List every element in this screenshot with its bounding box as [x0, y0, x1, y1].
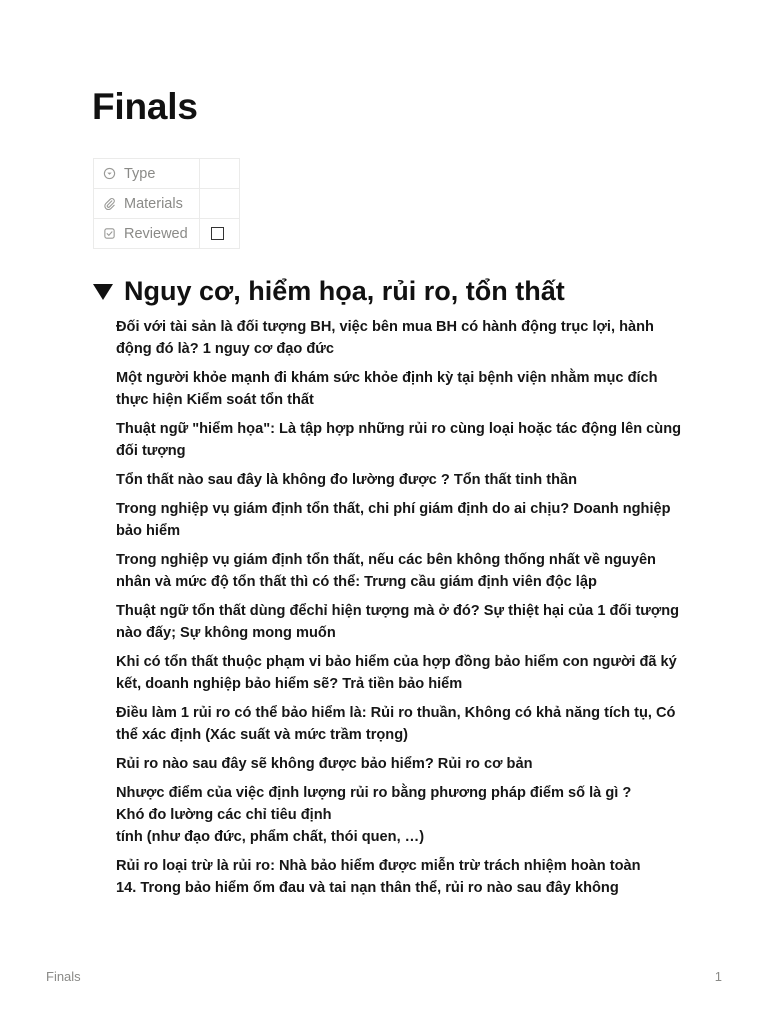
list-item: Một người khỏe mạnh đi khám sức khỏe định kỳ tại bệnh viện nhằm mục đích thực hiện Kiểm soát tổn thất: [116, 370, 658, 408]
list-item: Tổn thất nào sau đây là không đo lường được ? Tổn thất tinh thần: [116, 472, 578, 488]
list-item-line: tính (như đạo đức, phẩm chất, thói quen, …): [116, 829, 425, 845]
page-title: Finals: [92, 86, 198, 127]
section-heading-text: Nguy cơ, hiểm họa, rủi ro, tổn thất: [124, 276, 565, 306]
list-item-line: Khó đo lường các chỉ tiêu định: [116, 807, 332, 823]
list-item: Rủi ro nào sau đây sẽ không được bảo hiểm? Rủi ro cơ bản: [116, 756, 533, 772]
properties-table: [93, 158, 240, 249]
reviewed-checkbox[interactable]: [211, 227, 224, 240]
list-item: Đối với tài sản là đối tượng BH, việc bên mua BH có hành động trục lợi, hành động đó là? 1 nguy cơ đạo đức: [116, 319, 654, 357]
property-row-type[interactable]: [94, 159, 240, 189]
list-item: Khi có tổn thất thuộc phạm vi bảo hiểm của hợp đồng bảo hiểm con người đã ký kết, doanh nghiệp bảo hiểm sẽ? Trả tiền bảo hiểm: [116, 654, 677, 692]
footer-document-title: Finals: [46, 969, 81, 984]
property-label-type: Type: [124, 165, 156, 182]
paperclip-icon: [103, 197, 116, 210]
list-item: Trong nghiệp vụ giám định tổn thất, chi phí giám định do ai chịu? Doanh nghiệp bảo hiểm: [116, 501, 671, 539]
list-item: [116, 782, 686, 848]
property-row-reviewed[interactable]: [94, 219, 240, 249]
section-heading: [92, 276, 565, 307]
footer-page-number: 1: [714, 969, 722, 984]
list-item: Thuật ngữ tổn thất dùng đểchỉ hiện tượng mà ở đó? Sự thiệt hại của 1 đối tượng nào đấy; Sự không mong muốn: [116, 603, 680, 641]
property-value-type[interactable]: [200, 159, 240, 189]
property-label-reviewed: Reviewed: [124, 225, 188, 242]
checkbox-icon: [103, 227, 116, 240]
list-item: Thuật ngữ "hiểm họa": Là tập hợp những rủi ro cùng loại hoặc tác động lên cùng đối tượng: [116, 421, 682, 459]
property-row-materials[interactable]: [94, 189, 240, 219]
list-item: [116, 855, 686, 899]
list-item-line: 14. Trong bảo hiểm ốm đau và tai nạn thân thể, rủi ro nào sau đây không: [116, 880, 619, 896]
toggle-triangle-icon[interactable]: [93, 284, 113, 300]
property-label-materials: Materials: [124, 195, 183, 212]
select-icon: [103, 167, 116, 180]
list-item: Điều làm 1 rủi ro có thể bảo hiểm là: Rủi ro thuần, Không có khả năng tích tụ, Có thể xác định (Xác suất và mức trầm trọng): [116, 705, 676, 743]
list-item: Trong nghiệp vụ giám định tổn thất, nếu các bên không thống nhất về nguyên nhân và mức độ tổn thất thì có thể: Trưng cầu giám định viên độc lập: [116, 552, 656, 590]
qa-list: [116, 316, 686, 906]
property-value-materials[interactable]: [200, 189, 240, 219]
list-item-line: Rủi ro loại trừ là rủi ro: Nhà bảo hiểm được miễn trừ trách nhiệm hoàn toàn: [116, 858, 641, 874]
list-item-line: Nhược điểm của việc định lượng rủi ro bằng phương pháp điểm số là gì ?: [116, 785, 632, 801]
